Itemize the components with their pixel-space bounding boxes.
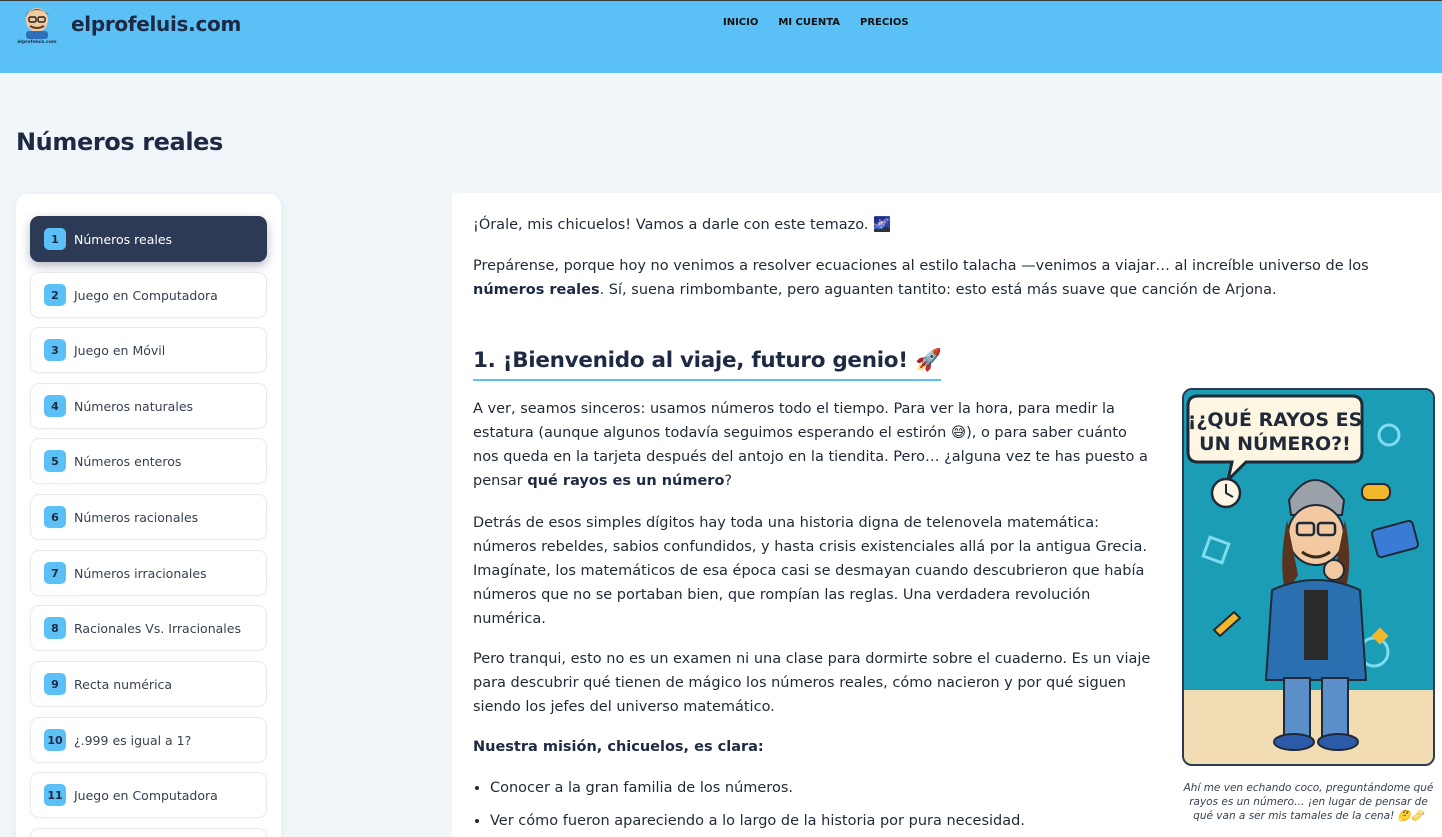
nav-precios[interactable]: PRECIOS — [859, 17, 909, 28]
sidebar-item-recta-numerica[interactable] — [30, 661, 267, 707]
paragraph-numbers-everywhere: A ver, seamos sinceros: usamos números todo el tiempo. Para ver la hora, para medir la estatura (aunque algunos todavía seguimos esperando el estirón 😅), o para saber cuánto nos queda en la tarjeta después del antojo en la tiendita. Pero… ¿alguna vez te has puesto a pensar qué rayos es un número? — [473, 401, 1148, 489]
nav-inicio[interactable]: INICIO — [723, 17, 759, 28]
item-number-badge: 11 — [44, 784, 66, 806]
nav-mi-cuenta[interactable]: MI CUENTA — [778, 17, 840, 28]
item-number-badge: 3 — [44, 339, 66, 361]
sidebar-item-numeros-irracionales[interactable] — [30, 550, 267, 596]
sidebar-item-label: Recta numérica — [74, 676, 173, 692]
sidebar-item-label: Juego en Computadora — [74, 287, 218, 303]
sidebar-item-numeros-reales[interactable] — [30, 216, 267, 262]
paragraph-prepare: Prepárense, porque hoy no venimos a resolver ecuaciones al estilo talacha —venimos a viajar… al increíble universo de los números reales. Sí, suena rimbombante, pero aguanten tantito: esto está más suave que canción de Arjona. — [473, 258, 1369, 298]
item-number-badge: 6 — [44, 506, 66, 528]
item-number-badge: 4 — [44, 395, 66, 417]
sidebar-item-numeros-racionales[interactable] — [30, 494, 267, 540]
sidebar-item-numeros-naturales[interactable] — [30, 383, 267, 429]
sidebar-item-juego-computadora-2[interactable] — [30, 772, 267, 818]
thinking-character-illustration — [1182, 388, 1435, 766]
item-number-badge: 10 — [44, 729, 66, 751]
sidebar-item-label: Juego en Móvil — [74, 342, 166, 358]
item-number-badge: 8 — [44, 617, 66, 639]
logo-mascot-icon[interactable] — [16, 4, 58, 44]
top-header — [0, 0, 1442, 73]
main-nav — [713, 17, 919, 28]
item-number-badge: 9 — [44, 673, 66, 695]
mission-list — [490, 776, 1190, 837]
lesson-sidebar — [16, 194, 281, 837]
illustration-caption: Ahí me ven echando coco, preguntándome qué rayos es un número… ¡en lugar de pensar de qué van a ser mis tamales de la cena! 🤔🫔 — [1183, 782, 1434, 822]
sidebar-item-racionales-vs-irracionales[interactable] — [30, 605, 267, 651]
character-illustration-icon — [1184, 390, 1435, 766]
sidebar-item-partial[interactable] — [30, 828, 267, 837]
item-number-badge: 2 — [44, 284, 66, 306]
intro-paragraph: ¡Órale, mis chicuelos! Vamos a darle con este temazo. 🌌 — [473, 217, 892, 233]
sidebar-item-label: Racionales Vs. Irracionales — [74, 620, 241, 636]
mission-heading: Nuestra misión, chicuelos, es clara: — [473, 739, 764, 755]
sidebar-item-label: ¿.999 es igual a 1? — [74, 732, 192, 748]
sidebar-item-label: Números naturales — [74, 398, 194, 414]
item-number-badge: 1 — [44, 228, 66, 250]
svg-text:elprofeluis.com: elprofeluis.com — [17, 40, 57, 44]
sidebar-item-juego-computadora[interactable] — [30, 272, 267, 318]
page-title: Números reales — [16, 128, 223, 156]
svg-text:¡¿QUÉ RAYOS ES: ¡¿QUÉ RAYOS ES — [1187, 409, 1363, 431]
svg-text:UN NÚMERO?!: UN NÚMERO?! — [1199, 433, 1351, 455]
sidebar-item-label: Números racionales — [74, 509, 199, 525]
section-heading-bienvenido: 1. ¡Bienvenido al viaje, futuro genio! 🚀 — [473, 348, 941, 381]
list-item: • Ver cómo fueron apareciendo a lo largo de la historia por pura necesidad. — [490, 809, 1190, 833]
sidebar-item-label: Números irracionales — [74, 565, 207, 581]
sidebar-item-999-igual-1[interactable] — [30, 717, 267, 763]
sidebar-item-label: Números enteros — [74, 453, 182, 469]
item-number-badge: 7 — [44, 562, 66, 584]
article-content — [452, 193, 1442, 837]
list-item: • Conocer a la gran familia de los números. — [490, 776, 1190, 800]
paragraph-tranqui: Pero tranqui, esto no es un examen ni una clase para dormirte sobre el cuaderno. Es un viaje para descubrir qué tienen de mágico los números reales, cómo nacieron y por qué siguen siendo los jefes del universo matemático. — [473, 651, 1151, 715]
sidebar-item-numeros-enteros[interactable] — [30, 438, 267, 484]
sidebar-item-juego-movil[interactable] — [30, 327, 267, 373]
paragraph-telenovela: Detrás de esos simples dígitos hay toda una historia digna de telenovela matemática: números rebeldes, sabios confundidos, y hasta crisis existenciales allá por la antigua Grecia. Imagínate, los matemáticos de esa época casi se desmayan cuando descubrieron que había números que no se portaban bien, que rompían las reglas. Una verdadera revolución numérica. — [473, 515, 1147, 627]
sidebar-item-label: Juego en Computadora — [74, 787, 218, 803]
site-name[interactable]: elprofeluis.com — [71, 12, 241, 36]
sidebar-item-label: Números reales — [74, 231, 173, 247]
item-number-badge: 5 — [44, 450, 66, 472]
